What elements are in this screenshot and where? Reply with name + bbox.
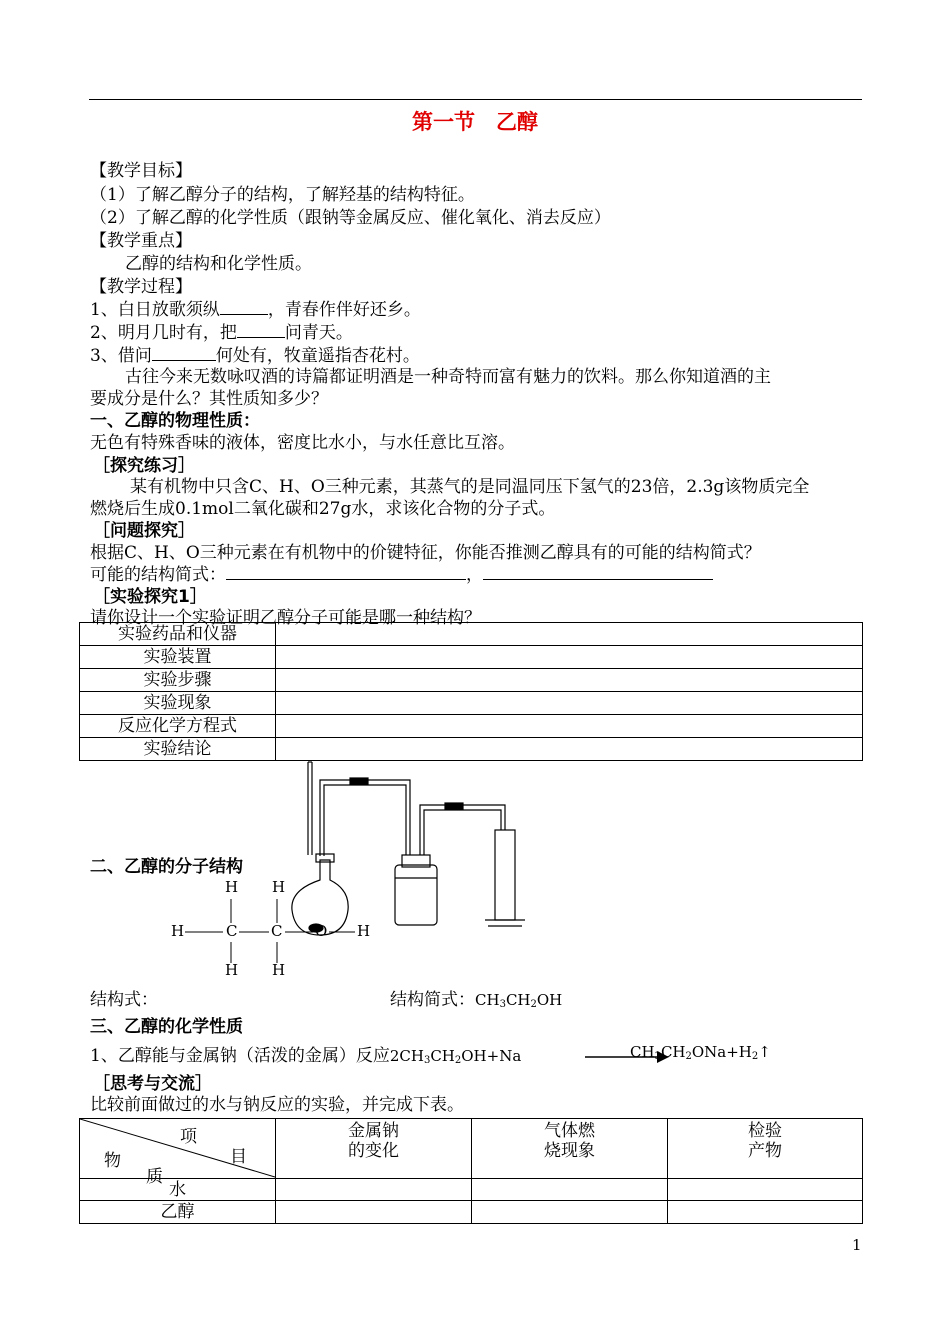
answer-cell[interactable] [472,1201,668,1224]
question-heading: ［问题探究］ [93,521,195,541]
answer-cell[interactable] [276,1179,472,1201]
comparison-table [79,1118,863,1224]
answer-cell[interactable] [276,715,863,738]
reactants: $2CH_3CH_2OH+Na$ [389,1047,522,1066]
objectives-heading: 【教学目标】 [90,161,192,181]
question-line-2: 可能的结构简式： ， [90,560,713,585]
objective-1: （1）了解乙醇分子的结构，了解羟基的结构特征。 [90,185,475,205]
experiment-table [79,622,863,761]
structural-formula [165,875,385,985]
structural-formula-label: 结构式： [90,990,158,1010]
discuss-heading: ［思考与交流］ [93,1074,212,1094]
products: $CH_3CH_2ONa+H_2↑$ [630,1043,771,1062]
bond-lines [165,875,385,985]
header-item: 项 [180,1127,197,1147]
atom-h: H [357,922,371,940]
atom-o: O [315,922,328,940]
table-row-label: 实验药品和仪器 [80,623,276,646]
practice-heading: ［探究练习］ [93,456,195,476]
header-zhi: 质 [146,1167,163,1187]
practice-line-1: 某有机物中只含C、H、O三种元素，其蒸气的是同温同压下氢气的23倍，2.3g该物质完全 [130,477,810,497]
diagonal-header [80,1119,276,1187]
discuss-prompt: 比较前面做过的水与钠反应的实验，并完成下表。 [90,1095,464,1115]
structure-heading: 二、乙醇的分子结构 [90,857,243,877]
process-heading: 【教学过程】 [90,277,192,297]
physical-heading: 一、乙醇的物理性质： [90,411,260,431]
col-header-sodium: 金属钠 的变化 [276,1119,472,1179]
page-number: 1 [852,1236,862,1254]
key-points-heading: 【教学重点】 [90,231,192,251]
row-ethanol: 乙醇 [80,1201,276,1224]
col-header-product: 检验 产物 [668,1119,863,1179]
answer-cell[interactable] [472,1179,668,1201]
atom-h: H [272,878,286,896]
atom-h: H [171,922,185,940]
atom-h: H [272,961,286,979]
answer-cell[interactable] [276,1201,472,1224]
question-line-1: 根据C、H、O三种元素在有机物中的价键特征，你能否推测乙醇具有的可能的结构简式？ [90,543,761,563]
header-mu: 目 [230,1147,247,1167]
poem-line-2: 2、明月几时有，把 问青天。 [90,323,353,343]
reaction-line: 1、乙醇能与金属钠（活泼的金属）反应$2CH_3CH_2OH+Na$ [90,1046,522,1066]
key-points-text: 乙醇的结构和化学性质。 [125,254,312,274]
answer-cell[interactable] [276,669,863,692]
short-formula-label: 结构简式：$CH_3CH_2OH$ [390,990,563,1010]
atom-c: C [226,922,238,940]
practice-line-2: 燃烧后生成0.1mol二氧化碳和27g水，求该化合物的分子式。 [90,499,556,519]
header-rule [89,99,862,100]
table-row-label: 实验结论 [80,738,276,761]
row-water: 水 [80,1179,276,1201]
table-row-label: 反应化学方程式 [80,715,276,738]
answer-cell[interactable] [276,738,863,761]
poem-line-3: 3、借问 何处有，牧童遥指杏花村。 [90,346,420,366]
page-title: 第一节 乙醇 [412,110,538,134]
header-wu: 物 [104,1151,121,1171]
atom-c: C [271,922,283,940]
answer-cell[interactable] [276,646,863,669]
chemical-heading: 三、乙醇的化学性质 [90,1017,243,1037]
answer-cell[interactable] [668,1179,863,1201]
atom-h: H [225,878,239,896]
objective-2: （2）了解乙醇的化学性质（跟钠等金属反应、催化氧化、消去反应） [90,208,611,228]
experiment1-heading: ［实验探究1］ [93,587,207,607]
table-row-label: 实验步骤 [80,669,276,692]
experiment1-prompt: 请你设计一个实验证明乙醇分子可能是哪一种结构？ [90,608,481,628]
col-header-gas: 气体燃 烧现象 [472,1119,668,1179]
intro-line-1: 古往今来无数咏叹酒的诗篇都证明酒是一种奇特而富有魅力的饮料。那么你知道酒的主 [125,367,771,387]
physical-text: 无色有特殊香味的液体，密度比水小，与水任意比互溶。 [90,433,515,453]
poem-line-1: 1、白日放歌须纵 ，青春作伴好还乡。 [90,300,421,320]
answer-cell[interactable] [668,1201,863,1224]
table-row-label: 实验装置 [80,646,276,669]
intro-line-2: 要成分是什么？其性质知多少？ [90,389,328,409]
answer-cell[interactable] [276,623,863,646]
atom-h: H [225,961,239,979]
answer-cell[interactable] [276,692,863,715]
table-row-label: 实验现象 [80,692,276,715]
